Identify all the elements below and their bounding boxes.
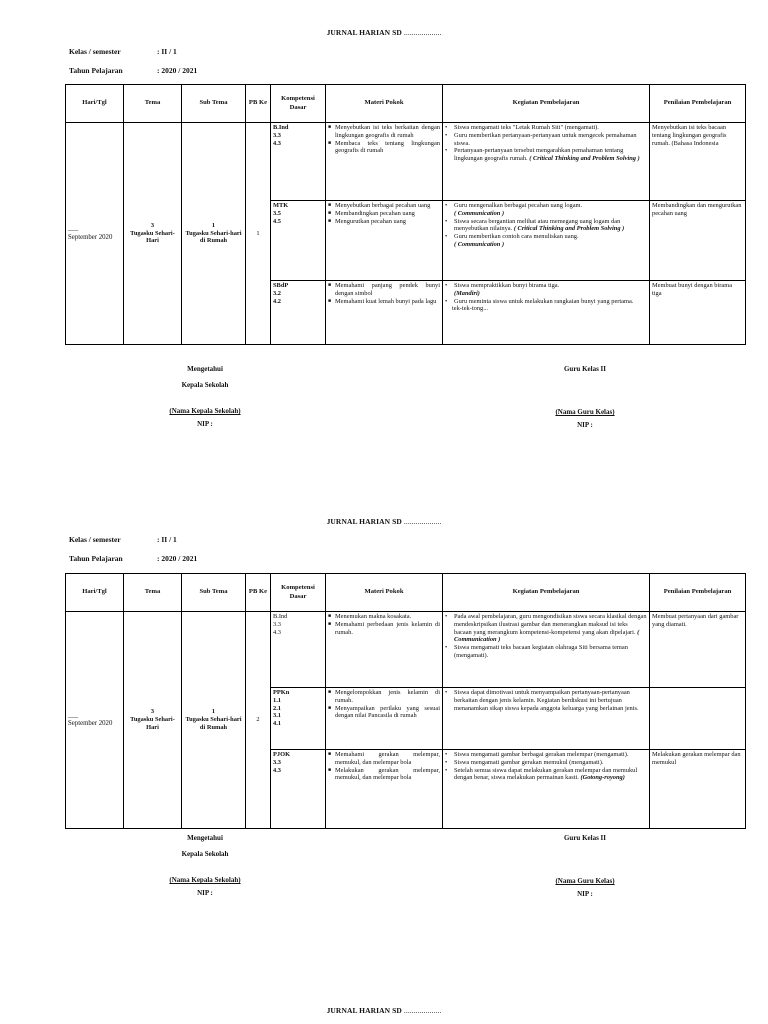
list-item: ■ Mengelompokkan jenis kelamin di rumah. [335,689,440,705]
journal-table-2 [65,573,746,829]
journal-title: JURNAL HARIAN SD ................... [326,28,442,37]
col-kegiatan: Kegiatan Pembelajaran [443,574,650,612]
col-penilaian: Penilaian Pembelajaran [650,85,746,123]
list-item: ■ Membandingkan pecahan uang [335,210,440,218]
col-subtema: Sub Tema [182,574,246,612]
tahun-pelajaran: Tahun Pelajaran : 2020 / 2021 [69,554,198,563]
list-item: ■ Membaca teks tentang lingkungan geografis di rumah [335,140,440,156]
col-pb: PB Ke [246,85,271,123]
materi-cell [326,612,443,688]
list-item: • Setelah semua siswa dapat melakukan gerakan melempar dan memukul dengan benar, siswa melakukan permainan kasti. (Gotong-royong) [452,767,647,783]
col-tema: Tema [124,574,182,612]
table-header-row [66,85,746,123]
kd-cell: MTK 3.5 4.5 [271,201,326,281]
journal-table-1 [65,84,746,345]
list-item: • Siswa mengamati gambar berbagai gerakan melempar (mengamati). [452,751,647,759]
kegiatan-cell [443,750,650,829]
list-item: • Pertanyaan-pertanyaan tersebut mengarahkan pemahaman tentang lingkungan geografis rumah. ( Critical Thinking and Problem Solving ) [452,147,647,163]
list-item: • Siswa mengamati teks bacaan kegiatan olahraga Siti bersama teman (mengamati). [452,644,647,660]
list-item: • Siswa dapat dimotivasi untuk menyampaikan pertanyaan-pertanyaan berkaitan dengan jenis kelamin. Kegiatan berdiskusi ini bertujuan menanamkan sikap siswa kepada anggota keluarga yang berlainan jenis. [452,689,647,712]
col-subtema: Sub Tema [182,85,246,123]
col-hari: Hari/Tgl [66,574,124,612]
list-item: • Guru meminta siswa untuk melakukan rangkaian bunyi yang pertama. [452,298,647,306]
list-item: ■ Memahami kuat lemah bunyi pada lagu [335,298,440,306]
list-item: • Siswa mengamati teks "Letak Rumah Siti" (mengamati). [452,124,647,132]
table-row [66,612,746,688]
penilaian-cell [650,688,746,750]
kegiatan-cell [443,201,650,281]
list-item: ■ Memahami perbedaan jenis kelamin di rumah. [335,621,440,637]
col-tema: Tema [124,85,182,123]
list-item: • Guru mengenalkan berbagai pecahan uang logam. ( Communication ) [452,202,647,218]
signature-left: Mengetahui Kepala Sekolah (Nama Kepala Sekolah) NIP : [169,834,241,897]
list-item: ■ Menyebutkan berbagai pecahan uang [335,202,440,210]
kelas-semester: Kelas / semester : II / 1 [69,535,177,544]
list-item: • Guru memberikan contoh cara menuliskan uang. ( Communication ) [452,233,647,249]
list-item: • Guru memberikan pertanyaan-pertanyaan untuk mengecek pemahaman siswa. [452,132,647,148]
col-kd: Kompetensi Dasar [271,574,326,612]
list-item: • Siswa secara bergantian melihat atau memegang uang logam dan menyebutkan nilainya. ( Critical Thinking and Problem Solving ) [452,218,647,234]
materi-cell [326,688,443,750]
list-item: • Siswa mengamati gambar gerakan memukul (mengamati). [452,759,647,767]
list-item: ■ Melakukan gerakan melempar, memukul, dan melempar bola [335,767,440,783]
signature-right: Guru Kelas II (Nama Guru Kelas) NIP : [555,834,615,898]
kegiatan-cell [443,123,650,201]
materi-cell [326,750,443,829]
col-kegiatan: Kegiatan Pembelajaran [443,85,650,123]
kegiatan-cell [443,612,650,688]
materi-cell [326,281,443,345]
tema-cell: 3 Tugasku Sehari-Hari [124,612,182,829]
list-item: ■ Menemukan makna kosakata. [335,613,440,621]
list-item: ■ Mengurutkan pecahan uang [335,218,440,226]
kd-cell: PJOK 3.3 4.3 [271,750,326,829]
kd-cell: PPKn 1.1 2.1 3.1 4.1 [271,688,326,750]
list-item: ■ Menyampaikan perilaku yang sesuai dengan nilai Pancasila di rumah [335,705,440,721]
list-item: ■ Memahami panjang pendek bunyi dengan simbol [335,282,440,298]
pb-cell: 2 [246,612,271,829]
tema-cell: 3 Tugasku Sehari-Hari [124,123,182,345]
subtema-cell: 1 Tugasku Sehari-hari di Rumah [182,123,246,345]
kegiatan-cell [443,281,650,345]
table-row [66,123,746,201]
col-hari: Hari/Tgl [66,85,124,123]
day-cell: ___ September 2020 [66,612,124,829]
journal-title: JURNAL HARIAN SD ................... [326,1006,442,1015]
subtema-cell: 1 Tugasku Sehari-hari di Rumah [182,612,246,829]
penilaian-cell: Membuat bunyi dengan birama tiga [650,281,746,345]
day-cell: ___ September 2020 [66,123,124,345]
list-item: • Siswa mempraktikkan bunyi birama tiga. (Mandiri) [452,282,647,298]
list-item: • Pada awal pembelajaran, guru mengondisikan siswa secara klasikal dengan mendeskripsikan ilustrasi gambar dan menerangkan maksud isi teks bacaan yang merangkum kompetensi-kompetensi yang akan dipelajari. ( Communication ) [452,613,647,644]
table-header-row [66,574,746,612]
penilaian-cell: Membuat pertanyaan dari gambar yang diamati. [650,612,746,688]
col-materi: Materi Pokok [326,574,443,612]
pb-cell: 1 [246,123,271,345]
kegiatan-extra: tek-tek-tong... [452,305,489,313]
penilaian-cell: Melakukan gerakan melempar dan memukul [650,750,746,829]
kegiatan-cell [443,688,650,750]
col-kd: Kompetensi Dasar [271,85,326,123]
materi-cell [326,201,443,281]
signature-left: Mengetahui Kepala Sekolah (Nama Kepala Sekolah) NIP : [169,365,241,428]
tahun-pelajaran: Tahun Pelajaran : 2020 / 2021 [69,66,198,75]
col-materi: Materi Pokok [326,85,443,123]
kelas-semester: Kelas / semester : II / 1 [69,47,177,56]
penilaian-cell: Membandingkan dan mengurutkan pecahan uang [650,201,746,281]
journal-title: JURNAL HARIAN SD ................... [326,517,442,526]
kd-cell: B.Ind 3.3 4.3 [271,612,326,688]
list-item: ■ Memahami gerakan melempar, memukul, dan melempar bola [335,751,440,767]
materi-cell [326,123,443,201]
penilaian-cell: Menyebutkan isi teks bacaan tentang lingkungan geografis rumah. (Bahasa Indonesia [650,123,746,201]
kd-cell: SBdP 3.2 4.2 [271,281,326,345]
kd-cell: B.Ind 3.3 4.3 [271,123,326,201]
signature-right: Guru Kelas II (Nama Guru Kelas) NIP : [555,365,615,429]
col-pb: PB Ke [246,574,271,612]
col-penilaian: Penilaian Pembelajaran [650,574,746,612]
list-item: ■ Menyebutkan isi teks berkaitan dengan lingkungan geografis di rumah [335,124,440,140]
